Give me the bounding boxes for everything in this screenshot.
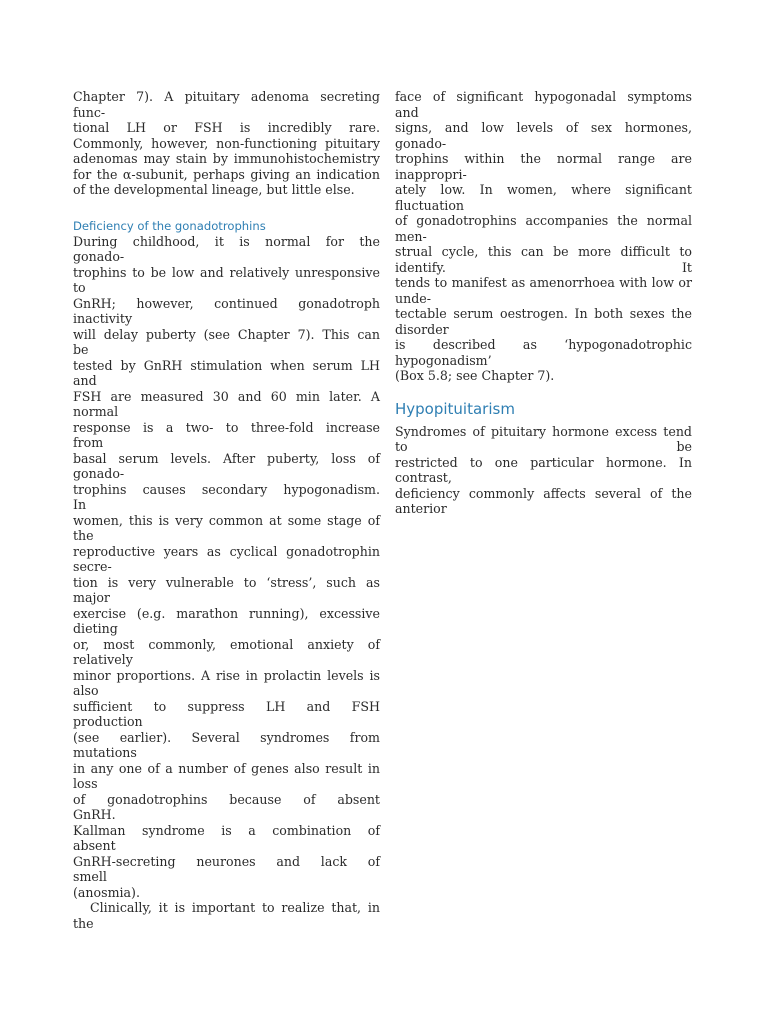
text-line: mutations bbox=[73, 745, 137, 760]
text-line: gonado- bbox=[395, 135, 447, 151]
text-line: trophins to be low and relatively unresponsive bbox=[73, 264, 380, 280]
text-line: GnRH; however, continued gonadotroph bbox=[73, 295, 380, 311]
text-line: Commonly, however, non-functioning pituitary bbox=[73, 135, 380, 151]
text-line: of the developmental lineage, but little else. bbox=[73, 182, 355, 197]
text-line: absent bbox=[73, 838, 116, 853]
hypopituitarism-paragraph bbox=[395, 424, 692, 517]
text-line: inappropri- bbox=[395, 166, 467, 182]
gonadotrophin-deficiency-paragraph bbox=[73, 234, 380, 932]
text-line: (see earlier). Several syndromes from bbox=[73, 729, 380, 745]
text-line: Syndromes of pituitary hormone excess tend bbox=[395, 423, 692, 439]
text-line: adenomas may stain by immunohistochemistry bbox=[73, 151, 380, 166]
text-line: basal serum levels. After puberty, loss of bbox=[73, 450, 380, 466]
text-line: gonado- bbox=[73, 466, 125, 481]
left-column bbox=[73, 89, 380, 931]
text-line: production bbox=[73, 714, 143, 729]
text-line: exercise (e.g. marathon running), excessive bbox=[73, 605, 380, 621]
text-line: FSH are measured 30 and 60 min later. A bbox=[73, 388, 380, 404]
text-line: unde- bbox=[395, 290, 431, 306]
text-line: in any one of a number of genes also result in bbox=[73, 760, 380, 776]
text-line: identify. It bbox=[395, 259, 692, 275]
text-line: normal bbox=[73, 404, 119, 419]
text-line: tends to manifest as amenorrhoea with low or bbox=[395, 275, 692, 290]
hypogonadism-paragraph bbox=[395, 89, 692, 384]
text-line: inactivity bbox=[73, 311, 133, 326]
text-line: Chapter 7). A pituitary adenoma secreting bbox=[73, 89, 380, 104]
text-line: (anosmia). bbox=[73, 884, 140, 900]
text-line: women, this is very common at some stage of bbox=[73, 512, 380, 528]
text-line: Clinically, it is important to realize that, in bbox=[90, 900, 380, 915]
text-line: contrast, bbox=[395, 470, 452, 485]
text-line: also bbox=[73, 683, 99, 698]
text-line: of gonadotrophins accompanies the normal bbox=[395, 213, 692, 228]
text-line: disorder bbox=[395, 321, 449, 337]
text-line: secre- bbox=[73, 559, 112, 574]
text-line: During childhood, it is normal for the bbox=[73, 233, 380, 249]
text-line: smell bbox=[73, 869, 107, 884]
text-line: sufficient to suppress LH and FSH bbox=[73, 698, 380, 714]
subheading-gonadotrophin-deficiency: Deficiency of the gonadotrophins bbox=[73, 218, 266, 233]
text-line: or, most commonly, emotional anxiety of bbox=[73, 636, 380, 652]
text-line: gonado- bbox=[73, 249, 125, 264]
text-line: tested by GnRH stimulation when serum LH bbox=[73, 357, 380, 373]
text-line: for the α-subunit, perhaps giving an indication bbox=[73, 166, 380, 182]
text-line: tional LH or FSH is incredibly rare. bbox=[73, 120, 380, 135]
text-line: from bbox=[73, 435, 104, 450]
text-line: response is a two- to three-fold increase bbox=[73, 419, 380, 435]
text-line: face of significant hypogonadal symptoms bbox=[395, 89, 692, 104]
text-line: ately low. In women, where significant bbox=[395, 182, 692, 197]
text-line: anterior bbox=[395, 501, 447, 516]
text-line: restricted to one particular hormone. In bbox=[395, 454, 692, 470]
text-line: trophins within the normal range are bbox=[395, 151, 692, 166]
text-line: fluctuation bbox=[395, 197, 465, 213]
text-line: major bbox=[73, 590, 110, 605]
text-line: dieting bbox=[73, 621, 118, 636]
text-line: signs, and low levels of sex hormones, bbox=[395, 120, 692, 135]
text-line: loss bbox=[73, 776, 98, 791]
text-line: Kallman syndrome is a combination of bbox=[73, 822, 380, 838]
text-line: func- bbox=[73, 104, 106, 120]
text-line: of gonadotrophins because of absent bbox=[73, 791, 380, 807]
text-line: tion is very vulnerable to ‘stress’, such as bbox=[73, 574, 380, 590]
text-line: to bbox=[73, 280, 86, 295]
right-column bbox=[395, 89, 692, 517]
text-line: and bbox=[73, 373, 97, 388]
text-line: men- bbox=[395, 228, 427, 244]
text-line: GnRH-secreting neurones and lack of bbox=[73, 853, 380, 869]
text-line: reproductive years as cyclical gonadotrophin bbox=[73, 543, 380, 559]
text-line: deficiency commonly affects several of the bbox=[395, 485, 692, 501]
text-line: the bbox=[73, 528, 94, 543]
text-line: is described as ‘hypogonadotrophic bbox=[395, 337, 692, 352]
text-line: hypogonadism’ bbox=[395, 352, 492, 368]
text-line: relatively bbox=[73, 652, 133, 667]
text-line: will delay puberty (see Chapter 7). This can bbox=[73, 326, 380, 342]
text-line: trophins causes secondary hypogonadism. bbox=[73, 481, 380, 497]
text-line: the bbox=[73, 915, 94, 931]
text-line: tectable serum oestrogen. In both sexes the bbox=[395, 306, 692, 321]
text-line: (Box 5.8; see Chapter 7). bbox=[395, 368, 555, 383]
intro-paragraph bbox=[73, 89, 380, 198]
text-line: GnRH. bbox=[73, 807, 116, 822]
text-line: and bbox=[395, 104, 419, 120]
text-line: be bbox=[73, 342, 89, 357]
text-line: In bbox=[73, 497, 87, 512]
text-line: strual cycle, this can be more difficult to bbox=[395, 244, 692, 259]
text-line: to be bbox=[395, 439, 692, 454]
section-title-hypopituitarism: Hypopituitarism bbox=[395, 399, 515, 418]
text-line: minor proportions. A rise in prolactin levels is bbox=[73, 667, 380, 683]
